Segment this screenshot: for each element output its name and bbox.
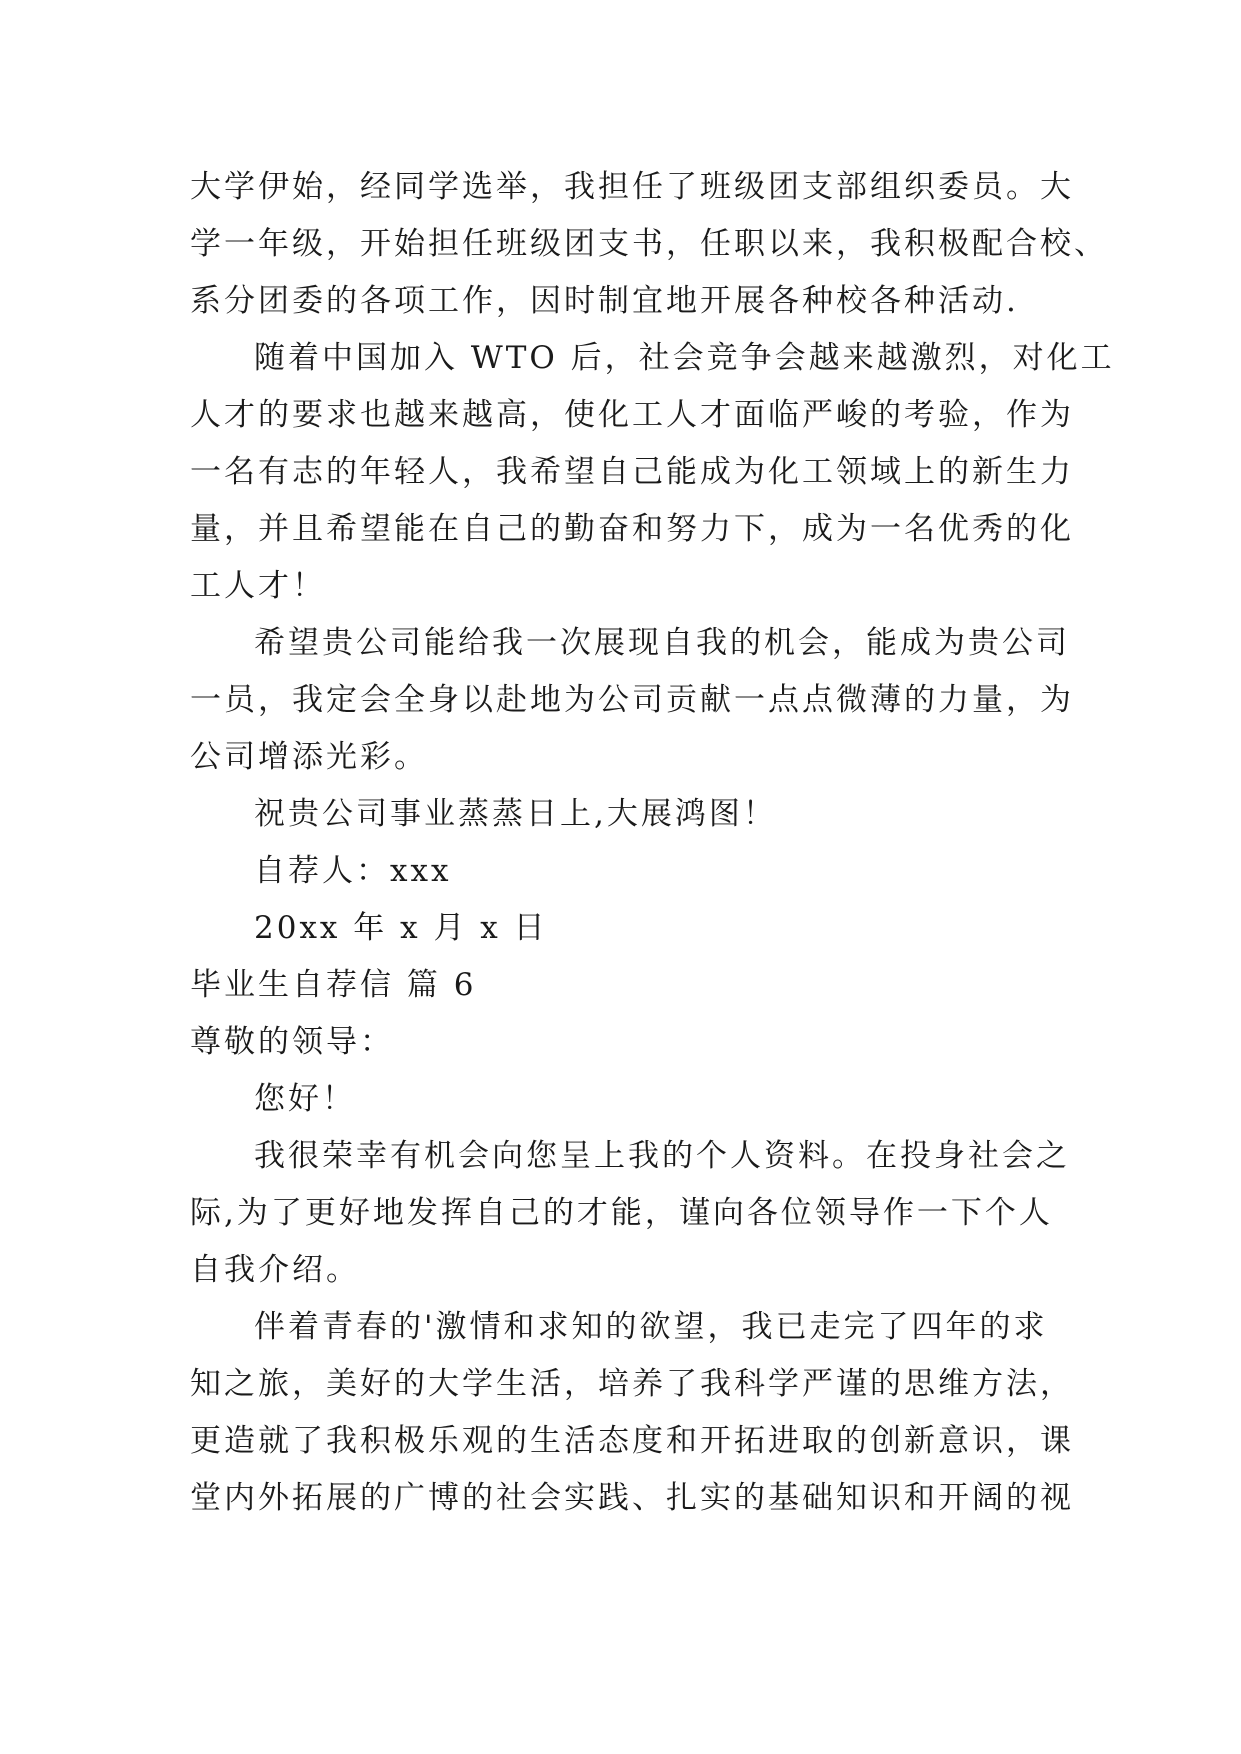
section-heading: 毕业生自荐信 篇 6 xyxy=(190,967,477,1003)
closing-wish: 祝贵公司事业蒸蒸日上,大展鸿图！ xyxy=(254,796,777,832)
paragraph-line: 更造就了我积极乐观的生活态度和开拓进取的创新意识，课 xyxy=(190,1423,1074,1459)
greeting: 您好！ xyxy=(254,1081,356,1117)
paragraph-line: 量，并且希望能在自己的勤奋和努力下，成为一名优秀的化 xyxy=(190,511,1074,547)
signature-line: 自荐人：xxx xyxy=(254,853,452,889)
paragraph-line: 大学伊始，经同学选举，我担任了班级团支部组织委员。大 xyxy=(190,169,1074,205)
paragraph-line: 我很荣幸有机会向您呈上我的个人资料。在投身社会之 xyxy=(254,1138,1070,1174)
paragraph-line: 伴着青春的'激情和求知的欲望，我已走完了四年的求 xyxy=(254,1309,1048,1345)
paragraph-line: 一名有志的年轻人，我希望自己能成为化工领域上的新生力 xyxy=(190,454,1074,490)
paragraph-line: 工人才！ xyxy=(190,568,326,604)
paragraph-line: 希望贵公司能给我一次展现自我的机会，能成为贵公司 xyxy=(254,625,1070,661)
salutation: 尊敬的领导： xyxy=(190,1024,394,1060)
paragraph-line: 学一年级，开始担任班级团支书，任职以来，我积极配合校、 xyxy=(190,226,1108,262)
paragraph-line: 系分团委的各项工作，因时制宜地开展各种校各种活动. xyxy=(190,283,1019,319)
paragraph-line: 公司增添光彩。 xyxy=(190,739,428,775)
paragraph-line: 际,为了更好地发挥自己的才能，谨向各位领导作一下个人 xyxy=(190,1195,1053,1231)
paragraph-line: 一员，我定会全身以赴地为公司贡献一点点微薄的力量，为 xyxy=(190,682,1074,718)
paragraph-line: 人才的要求也越来越高，使化工人才面临严峻的考验，作为 xyxy=(190,397,1074,433)
paragraph-line: 随着中国加入 WTO 后，社会竞争会越来越激烈，对化工 xyxy=(254,340,1115,376)
paragraph-line: 知之旅，美好的大学生活，培养了我科学严谨的思维方法， xyxy=(190,1366,1074,1402)
date-line: 20xx 年 x 月 x 日 xyxy=(254,910,548,946)
paragraph-line: 自我介绍。 xyxy=(190,1252,360,1288)
paragraph-line: 堂内外拓展的广博的社会实践、扎实的基础知识和开阔的视 xyxy=(190,1480,1074,1516)
